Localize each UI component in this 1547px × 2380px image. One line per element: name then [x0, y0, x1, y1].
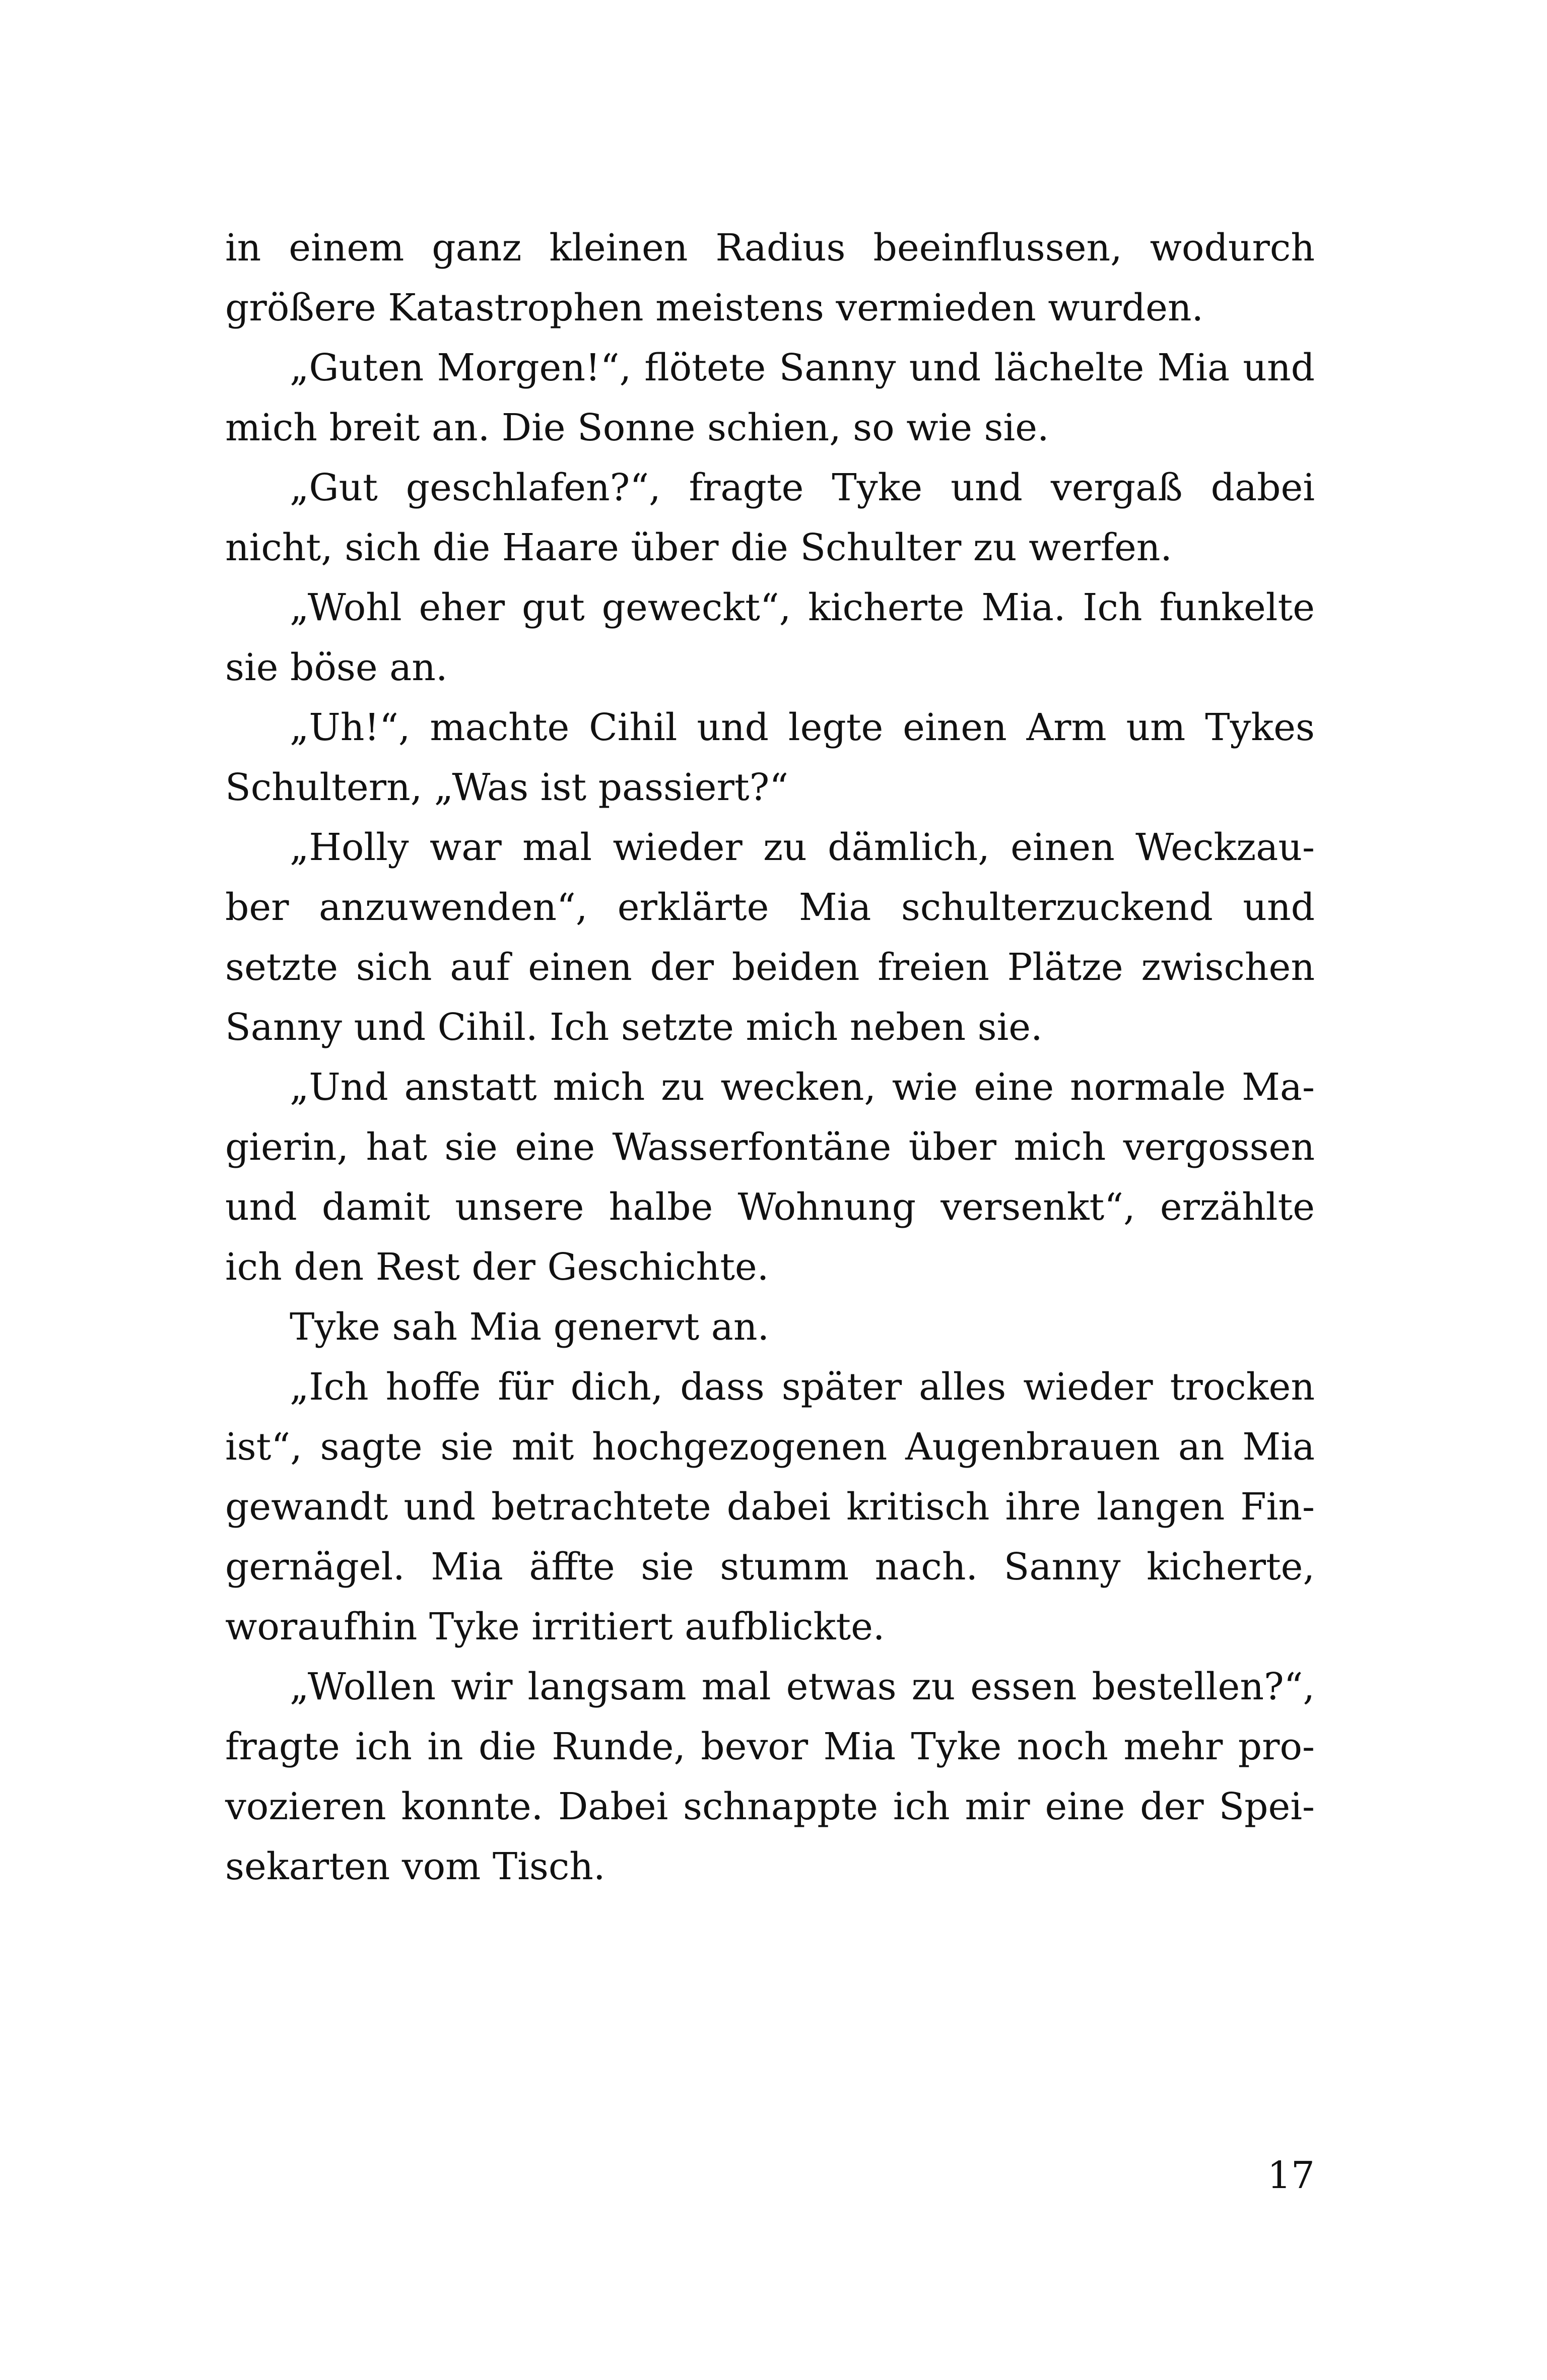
text-line: fragte ich in die Runde, bevor Mia Tyke noch mehr pro- — [225, 1725, 1315, 1768]
text-line: vozieren konnte. Dabei schnappte ich mir eine der Spei- — [225, 1785, 1315, 1828]
text-line: gierin, hat sie eine Wasserfontäne über mich vergossen — [225, 1126, 1315, 1169]
text-line: mich breit an. Die Sonne schien, so wie sie. — [225, 406, 1049, 449]
text-line: nicht, sich die Haare über die Schulter zu werfen. — [225, 526, 1172, 569]
text-line: sekarten vom Tisch. — [225, 1845, 606, 1888]
text-line: ber anzuwenden“, erklärte Mia schulterzuckend und — [225, 886, 1315, 929]
body-text — [225, 218, 1315, 1897]
text-line: „Wohl eher gut geweckt“, kicherte Mia. Ich funkelte — [290, 586, 1315, 629]
text-line: sie böse an. — [225, 646, 448, 689]
text-line: ich den Rest der Geschichte. — [225, 1245, 769, 1289]
text-line: Tyke sah Mia genervt an. — [290, 1305, 770, 1349]
text-line: Schultern, „Was ist passiert?“ — [225, 766, 789, 809]
text-line: „Uh!“, machte Cihil und legte einen Arm um Tykes — [290, 706, 1315, 749]
text-line: in einem ganz kleinen Radius beeinflussen, wodurch — [225, 226, 1315, 270]
text-line: woraufhin Tyke irritiert aufblickte. — [225, 1605, 885, 1648]
text-line: „Wollen wir langsam mal etwas zu essen bestellen?“, — [290, 1665, 1315, 1708]
text-line: „Guten Morgen!“, flötete Sanny und lächelte Mia und — [290, 346, 1315, 389]
text-line: „Holly war mal wieder zu dämlich, einen Weckzau- — [290, 826, 1315, 869]
text-line: „Gut geschlafen?“, fragte Tyke und vergaß dabei — [290, 466, 1315, 509]
text-line: gernägel. Mia äffte sie stumm nach. Sanny kicherte, — [225, 1545, 1315, 1589]
text-line: Sanny und Cihil. Ich setzte mich neben sie. — [225, 1006, 1043, 1049]
text-line: setzte sich auf einen der beiden freien Plätze zwischen — [225, 946, 1315, 989]
text-line: ist“, sagte sie mit hochgezogenen Augenbrauen an Mia — [225, 1425, 1315, 1469]
text-line: „Ich hoffe für dich, dass später alles wieder trocken — [290, 1365, 1315, 1409]
text-line: größere Katastrophen meistens vermieden wurden. — [225, 286, 1204, 329]
text-line: gewandt und betrachtete dabei kritisch ihre langen Fin- — [225, 1485, 1315, 1529]
text-line: und damit unsere halbe Wohnung versenkt“, erzählte — [225, 1185, 1315, 1229]
page-number: 17 — [1267, 2154, 1315, 2197]
text-line: „Und anstatt mich zu wecken, wie eine normale Ma- — [290, 1066, 1315, 1109]
